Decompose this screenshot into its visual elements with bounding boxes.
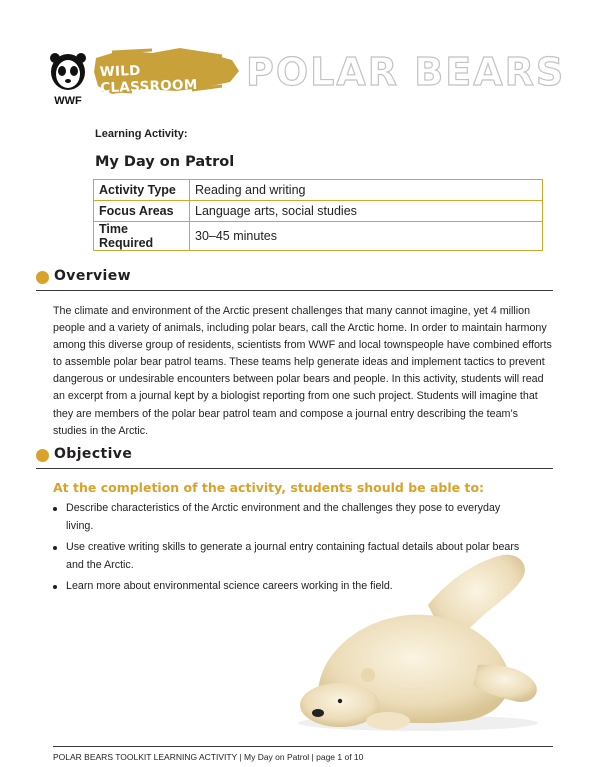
overview-paragraph — [53, 303, 553, 440]
footer-text: POLAR BEARS TOOLKIT LEARNING ACTIVITY | My Day on Patrol | page 1 of 10 — [53, 752, 364, 762]
table-key: Focus Areas — [94, 201, 190, 222]
table-value: 30–45 minutes — [190, 222, 543, 251]
overview-heading: Overview — [54, 268, 131, 284]
paragraph-line: people and a variety of animals, including polar bears, call the Arctic home. In order to maintain harmony — [53, 322, 547, 335]
activity-title: My Day on Patrol — [95, 154, 235, 170]
objective-section-header — [36, 446, 553, 469]
footer-divider — [53, 746, 553, 747]
polar-bear-image — [278, 545, 548, 735]
paragraph-line: dangerous or undesirable encounters between polar bears and people. In this activity, students will read — [53, 373, 544, 386]
table-value: Reading and writing — [190, 180, 543, 201]
wild-classroom-brand: WILD CLASSROOM — [99, 62, 198, 97]
list-item-line: Describe characteristics of the Arctic environment and the challenges they pose to everyday living. — [66, 502, 501, 532]
wwf-panda-logo — [48, 52, 88, 106]
table-row — [94, 222, 543, 251]
paragraph-line: they are members of the polar bear patrol team and compose a journal entry describing the team’s — [53, 407, 518, 420]
table-key: Time Required — [94, 222, 190, 251]
list-item — [53, 500, 523, 535]
objective-subheading: At the completion of the activity, students should be able to: — [53, 480, 485, 495]
paragraph-line: among this diverse group of residents, scientists from WWF and local townspeople have combined efforts — [53, 339, 552, 352]
table-value: Language arts, social studies — [190, 201, 543, 222]
list-item-line: and the Arctic. — [66, 558, 134, 571]
paragraph-line: an excerpt from a journal kept by a biologist reporting from one such project. Students will imagine that — [53, 390, 538, 403]
paragraph-line: The climate and environment of the Arctic present challenges that many cannot imagine, yet 4 million — [53, 305, 531, 317]
bullet-dot-icon — [36, 449, 49, 462]
activity-label: Learning Activity: — [95, 128, 188, 140]
table-row — [94, 180, 543, 201]
table-key: Activity Type — [94, 180, 190, 201]
list-item-line: Learn more about environmental science careers working in the field. — [66, 580, 393, 592]
paragraph-line: to assemble polar bear patrol teams. These teams help generate ideas and implement tactics to prevent — [53, 356, 545, 369]
list-item-line: Use creative writing skills to generate a journal entry containing factual details about polar bears — [66, 541, 520, 553]
overview-section-header — [36, 268, 553, 291]
objective-heading: Objective — [54, 446, 133, 462]
bullet-dot-icon — [36, 271, 49, 284]
paragraph-line: studies in the Arctic. — [53, 424, 149, 437]
activity-info-table — [93, 179, 543, 251]
table-row — [94, 201, 543, 222]
page-title: POLAR BEARS — [246, 50, 566, 94]
logo-text: WWF — [54, 95, 82, 106]
